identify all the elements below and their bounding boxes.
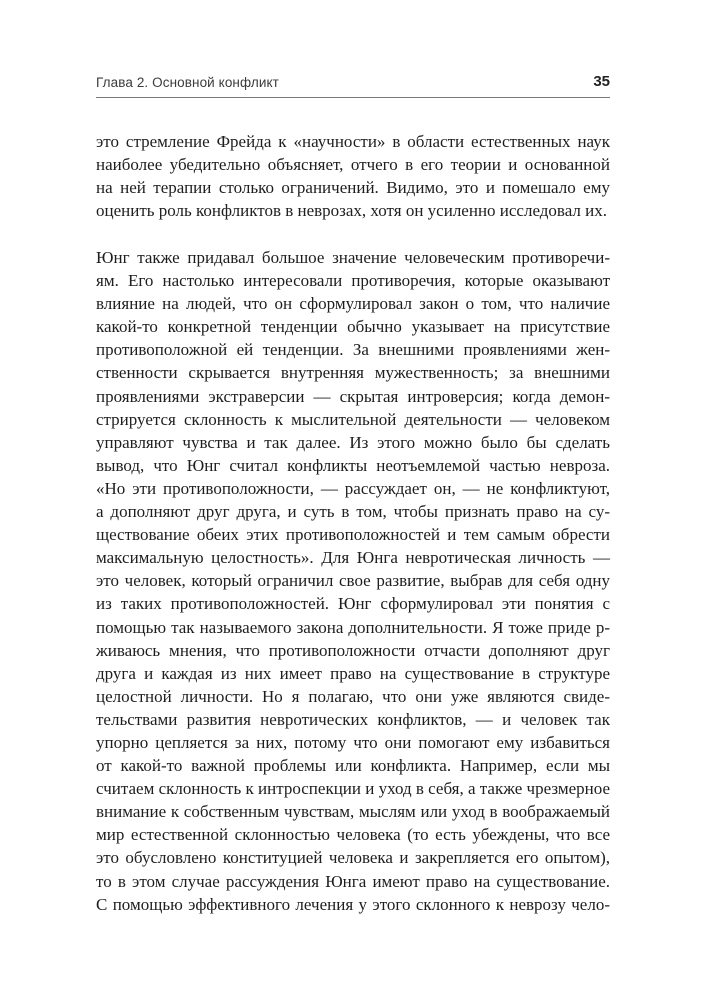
text-line: стрируется склонность к мыслительной деятельности — человеком [96,409,610,429]
text-line: оценить роль конфликтов в неврозах, хотя он усиленно исследовал их. [96,201,608,221]
text-line: Юнг также придавал большое значение человеческим противоречи- [96,248,610,267]
text-line: наиболее убедительно объясняет, отчего в его теории и основанной [96,155,610,175]
text-line: целостной личности. Но я полагаю, что они уже являются свиде- [96,686,610,706]
text-line: считаем склонность к интроспекции и уход в себя, а также чрезмерное [96,779,610,799]
text-line: противоположной ей тенденции. За внешними проявлениями жен- [96,340,610,360]
text-line: мир естественной склонностью человека (то есть убеждены, что все [96,825,610,845]
text-line: от какой-то важной проблемы или конфликта. Например, если мы [96,756,610,776]
text-line: помощью так называемого закона дополнительности. Я тоже приде р- [96,617,610,637]
text-line: проявлениями экстраверсии — скрытая интроверсия; когда демон- [96,386,610,406]
text-line: живаюсь мнения, что противоположности отчасти дополняют друг [96,640,610,660]
text-line: ществование обеих этих противоположностей и тем самым обрести [96,525,610,545]
text-line: друга и каждая из них имеет право на существование в структуре [96,663,610,683]
text-line: ям. Его настолько интересовали противоречия, которые оказывают [96,271,610,291]
text-line: максимальную целостность». Для Юнга невротическая личность — [96,548,610,568]
text-line: это стремление Фрейда к «научности» в области естественных наук [96,132,610,151]
text-line: это обусловлено конституцией человека и закрепляется его опытом), [96,848,610,868]
header-divider [96,97,610,98]
text-line: на ней терапии столько ограничений. Видимо, это и помешало ему [96,178,610,198]
text-line: управляют чувства и так далее. Из этого можно было бы сделать [96,432,610,452]
paragraph-2 [96,246,610,916]
text-line: то в этом случае рассуждения Юнга имеют право на существование. [96,871,610,891]
text-line: ственности скрывается внутренняя мужественность; за внешними [96,363,610,383]
text-line: внимание к собственным чувствам, мыслям или уход в воображаемый [96,802,610,822]
text-line: какой-то конкретной тенденции обычно указывает на присутствие [96,317,610,337]
text-line: из таких противоположностей. Юнг сформулировал эти понятия с [96,594,610,614]
paragraph-1 [96,130,610,222]
text-line: «Но эти противоположности, — рассуждает он, — не конфликтуют, [96,478,610,498]
chapter-title: Глава 2. Основной конфликт [96,75,279,90]
running-header [96,73,610,95]
text-line: С помощью эффективного лечения у этого склонного к неврозу чело- [96,894,610,914]
page-number: 35 [593,73,610,90]
text-line: вывод, что Юнг считал конфликты неотъемлемой частью невроза. [96,455,610,475]
text-line: упорно цепляется за них, потому что они помогают ему избавиться [96,732,610,752]
text-line: тельствами развития невротических конфликтов, — и человек так [96,709,610,729]
text-line: влияние на людей, что он сформулировал закон о том, что наличие [96,294,610,314]
text-line: а дополняют друг друга, и суть в том, чтобы признать право на су- [96,502,610,522]
text-line: это человек, который ограничил свое развитие, выбрав для себя одну [96,571,610,591]
